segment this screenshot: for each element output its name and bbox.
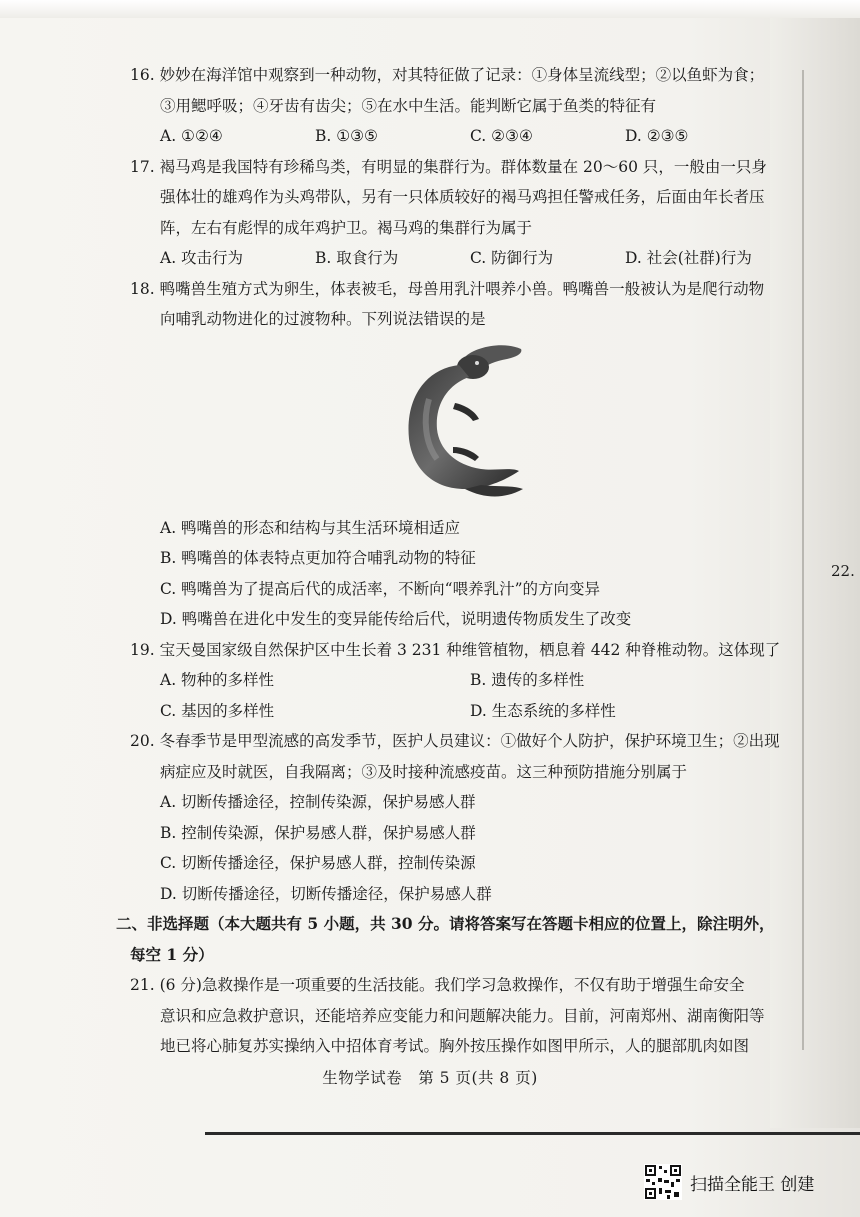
- option-c: C. 防御行为: [470, 249, 554, 267]
- question-18-line-1: 18. 鸭嘴兽生殖方式为卵生，体表被毛，母兽用乳汁喂养小兽。鸭嘴兽一般被认为是爬行动物: [130, 279, 765, 298]
- question-17: [130, 152, 780, 274]
- option-c: C. ②③④: [470, 127, 533, 145]
- question-20-line-2: 病症应及时就医，自我隔离；③及时接种流感疫苗。这三种预防措施分别属于: [160, 762, 688, 781]
- platypus-figure: [130, 335, 780, 513]
- option-b: B. ①③⑤: [315, 127, 378, 145]
- question-20-line-1: 20. 冬春季节是甲型流感的高发季节，医护人员建议：①做好个人防护，保护环境卫生；②出现: [130, 732, 780, 750]
- option-a: A. 物种的多样性: [160, 671, 275, 689]
- section-2-heading: [116, 909, 780, 970]
- option-b: B. 遗传的多样性: [470, 671, 585, 689]
- question-17-options: [130, 243, 780, 274]
- question-content: [116, 60, 781, 1062]
- section-2-line-1: 二、非选择题（本大题共有 5 小题，共 30 分。请将答案写在答题卡相应的位置上，除注明外，: [116, 914, 775, 933]
- question-21-line-3: 地已将心肺复苏实操纳入中招体育考试。胸外按压操作如图甲所示，人的腿部肌肉如图: [160, 1037, 750, 1055]
- option-a: A. 鸭嘴兽的形态和结构与其生活环境相适应: [160, 518, 461, 537]
- margin-question-number: 22.: [831, 562, 855, 580]
- option-d: D. 鸭嘴兽在进化中发生的变异能传给后代，说明遗传物质发生了改变: [160, 610, 632, 628]
- option-d: D. 社会(社群)行为: [625, 249, 752, 267]
- option-a: A. 攻击行为: [160, 249, 244, 267]
- option-d: D. 生态系统的多样性: [470, 701, 616, 720]
- question-19: [130, 635, 780, 727]
- option-b: B. 鸭嘴兽的体表特点更加符合哺乳动物的特征: [160, 549, 476, 567]
- option-c: C. 切断传播途径，保护易感人群，控制传染源: [160, 854, 476, 872]
- question-16-line-1: 16. 妙妙在海洋馆中观察到一种动物，对其特征做了记录：①身体呈流线型；②以鱼虾为食；: [130, 66, 765, 84]
- section-2-line-2: 每空 1 分）: [130, 944, 214, 964]
- option-a: A. ①②④: [160, 127, 223, 145]
- question-17-line-2: 强体壮的雄鸡作为头鸡带队，另有一只体质较好的褐马鸡担任警戒任务，后面由年长者压: [160, 188, 765, 206]
- question-17-line-1: 17. 褐马鸡是我国特有珍稀鸟类，有明显的集群行为。群体数量在 20～60 只，一般由一只身: [130, 157, 767, 176]
- page-footer: 生物学试卷 第 5 页(共 8 页): [322, 1069, 538, 1087]
- question-19-line-1: 19. 宝天曼国家级自然保护区中生长着 3 231 种维管植物，栖息着 442 种脊椎动物。这体现了: [130, 640, 781, 659]
- option-c: C. 鸭嘴兽为了提高后代的成活率，不断向“喂养乳汁”的方向变异: [160, 579, 601, 598]
- bottom-rule: [205, 1132, 860, 1135]
- question-16: [130, 60, 780, 152]
- question-21-line-2: 意识和应急救护意识，还能培养应变能力和问题解决能力。目前，河南郑州、湖南衡阳等: [160, 1006, 765, 1025]
- scanner-badge-label: 扫描全能王 创建: [690, 1174, 815, 1195]
- option-d: D. ②③⑤: [625, 127, 689, 145]
- platypus-icon: [395, 339, 525, 509]
- question-21-line-1: 21. (6 分)急救操作是一项重要的生活技能。我们学习急救操作，不仅有助于增强生命安全: [130, 976, 745, 994]
- question-18-line-2: 向哺乳动物进化的过渡物种。下列说法错误的是: [160, 310, 486, 328]
- margin-rule: [802, 70, 804, 1050]
- question-19-options-row-2: [130, 696, 780, 727]
- question-19-options-row-1: [130, 665, 780, 696]
- option-b: B. 取食行为: [315, 249, 399, 267]
- scanner-badge: [644, 1164, 814, 1200]
- qr-code-icon: [644, 1164, 682, 1200]
- question-21: [130, 970, 780, 1062]
- option-c: C. 基因的多样性: [160, 701, 275, 720]
- option-b: B. 控制传染源，保护易感人群，保护易感人群: [160, 823, 476, 842]
- question-16-options: [130, 121, 780, 152]
- question-17-line-3: 阵，左右有彪悍的成年鸡护卫。褐马鸡的集群行为属于: [160, 218, 533, 237]
- question-20: [130, 726, 780, 909]
- option-a: A. 切断传播途径，控制传染源，保护易感人群: [160, 793, 476, 811]
- scan-top-edge: [0, 0, 860, 18]
- option-d: D. 切断传播途径，切断传播途径，保护易感人群: [160, 884, 492, 903]
- question-18: [130, 274, 780, 635]
- question-16-line-2: ③用鳃呼吸；④牙齿有齿尖；⑤在水中生活。能判断它属于鱼类的特征有: [160, 96, 657, 115]
